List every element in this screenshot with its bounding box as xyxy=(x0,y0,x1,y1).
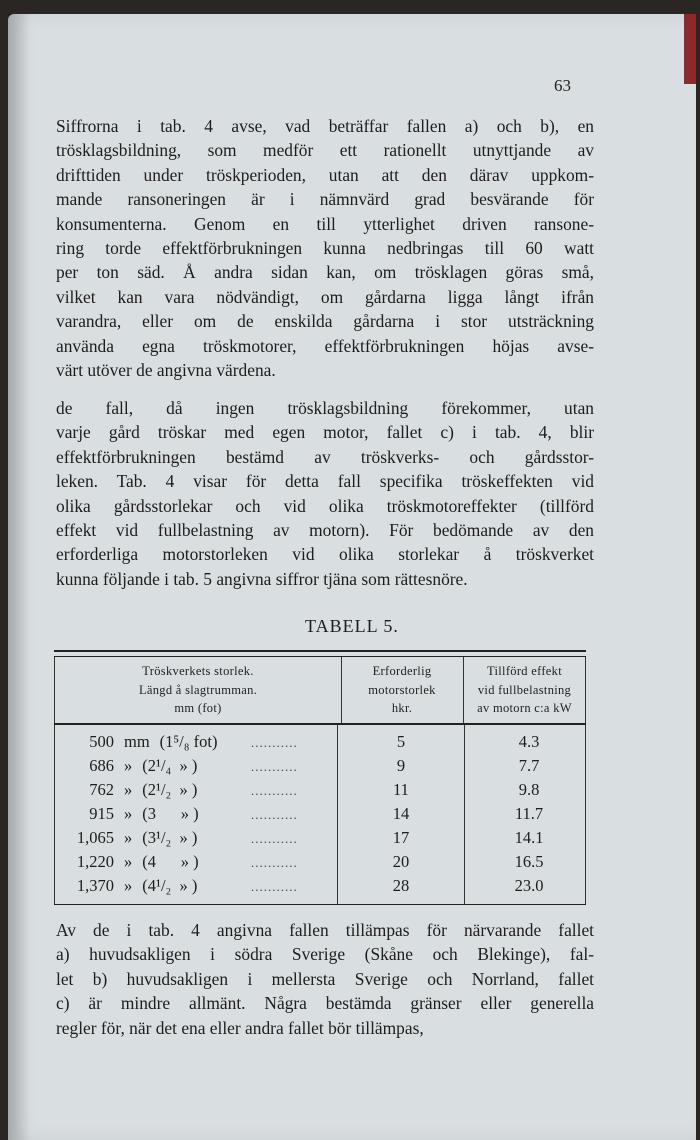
table-rule-header xyxy=(54,723,586,725)
binding-shadow xyxy=(8,14,30,1140)
header-motor-line: motorstorlek xyxy=(368,682,436,697)
leader-dots: ........... xyxy=(251,783,298,798)
text-line: erforderliga motorstorleken vid olika storlekar å tröskverket xyxy=(56,544,594,565)
effect-kw: 16.5 xyxy=(514,852,544,871)
text-line: let b) huvudsakligen i mellersta Sverige och Norrland, fallet xyxy=(56,968,594,989)
leader-dots: ........... xyxy=(251,879,298,894)
text-line: använda egna tröskmotorer, effektförbrukningen höjas avse- xyxy=(56,335,594,356)
header-motor-line: Erforderlig xyxy=(372,664,432,678)
motor-hp: 9 xyxy=(396,756,406,775)
table-row xyxy=(54,852,586,874)
text-line: de fall, då ingen trösklagsbildning förekommer, utan xyxy=(56,398,594,418)
leader-dots: ........... xyxy=(251,855,298,870)
text-line: vilket kan vara nödvändigt, om gårdarna ligga långt ifrån xyxy=(56,286,594,307)
table-row xyxy=(54,780,586,802)
unit: » xyxy=(124,828,133,847)
feet: (2¹/₂ » ) xyxy=(142,780,198,799)
size-mm: 1,220 xyxy=(76,852,114,871)
header-divider-3 xyxy=(585,657,586,723)
table-rule-bottom xyxy=(54,904,586,905)
table-row xyxy=(54,876,586,898)
feet: (3 » ) xyxy=(142,804,199,823)
text-line: trösklagsbildning, som medför ett rationellt utnyttjande av xyxy=(56,140,594,161)
motor-hp: 11 xyxy=(393,780,409,799)
motor-hp: 28 xyxy=(392,876,410,895)
header-effect xyxy=(464,662,585,718)
text-line: drifttiden under tröskperioden, utan att den därav uppkom- xyxy=(56,164,594,185)
feet: (3¹/₂ » ) xyxy=(142,828,198,847)
leader-dots: ........... xyxy=(251,735,298,750)
paragraph-3 xyxy=(56,918,594,1040)
header-motor xyxy=(342,662,462,718)
cover-edge xyxy=(684,14,696,84)
leader-dots: ........... xyxy=(251,807,298,822)
feet: (2¹/₄ » ) xyxy=(142,756,198,775)
header-size-line: mm (fot) xyxy=(174,701,222,715)
leader-dots: ........... xyxy=(251,831,298,846)
table-row xyxy=(54,804,586,826)
unit: » xyxy=(124,780,133,799)
text-line: Siffrorna i tab. 4 avse, vad beträffar fallen a) och b), en xyxy=(56,116,594,136)
size-mm: 1,065 xyxy=(76,828,114,847)
effect-kw: 9.8 xyxy=(518,780,540,799)
effect-kw: 4.3 xyxy=(518,732,540,751)
feet: (1⁵/₈ fot) xyxy=(159,732,218,751)
unit: mm xyxy=(124,732,150,751)
text-line: kunna följande i tab. 5 angivna siffror tjäna som rättesnöre. xyxy=(56,568,468,589)
table-row xyxy=(54,732,586,754)
book-page xyxy=(8,14,696,1140)
leader-dots: ........... xyxy=(251,759,298,774)
table-rule-top xyxy=(54,650,586,652)
table-title: TABELL 5. xyxy=(305,616,399,636)
effect-kw: 7.7 xyxy=(518,756,540,775)
motor-hp: 14 xyxy=(392,804,410,823)
header-size-line: Tröskverkets storlek. xyxy=(142,664,254,678)
text-line: varje gård tröskar med egen motor, fallet c) i tab. 4, blir xyxy=(56,422,594,443)
motor-hp: 17 xyxy=(392,828,410,847)
paragraph-1 xyxy=(56,114,594,382)
size-mm: 500 xyxy=(89,732,114,751)
text-line: c) är mindre allmänt. Några bestämda gränser eller generella xyxy=(56,993,594,1014)
text-line: per ton säd. Å andra sidan kan, om trösklagen göras små, xyxy=(56,262,594,283)
header-effect-line: Tillförd effekt xyxy=(487,664,562,678)
header-motor-line: hkr. xyxy=(391,701,413,715)
text-line: konsumenterna. Genom en till ytterlighet driven ransone- xyxy=(56,213,594,234)
text-line: a) huvudsakligen i södra Sverige (Skåne och Blekinge), fal- xyxy=(56,944,594,965)
unit: » xyxy=(124,876,133,895)
text-line: Av de i tab. 4 angivna fallen tillämpas för närvarande fallet xyxy=(56,920,594,940)
header-effect-line: vid fullbelastning xyxy=(477,682,572,697)
page-number: 63 xyxy=(554,76,571,95)
text-line: olika gårdsstorlekar och vid olika tröskmotoreffekter (tillförd xyxy=(56,495,594,516)
unit: » xyxy=(124,804,133,823)
unit: » xyxy=(124,756,133,775)
table-rule-top-thin xyxy=(54,656,586,657)
text-line: värt utöver de angivna värdena. xyxy=(56,360,276,381)
text-line: leken. Tab. 4 visar för detta fall specifika tröskeffekten vid xyxy=(56,471,594,492)
size-mm: 762 xyxy=(89,780,114,799)
header-effect-line: av motorn c:a kW xyxy=(477,701,572,715)
text-line: ring torde effektförbrukningen kunna nedbringas till 60 watt xyxy=(56,238,594,259)
header-size-line: Längd å slagtrumman. xyxy=(138,682,258,697)
text-line: regler för, när det ena eller andra fallet bör tillämpas, xyxy=(56,1017,424,1038)
effect-kw: 23.0 xyxy=(514,876,544,895)
size-mm: 1,370 xyxy=(76,876,114,895)
unit: » xyxy=(124,852,133,871)
text-line: varandra, eller om de enskilda gårdarna i stor utsträckning xyxy=(56,311,594,332)
table-row xyxy=(54,756,586,778)
size-mm: 915 xyxy=(89,804,114,823)
motor-hp: 5 xyxy=(396,732,406,751)
motor-hp: 20 xyxy=(392,852,410,871)
header-size xyxy=(58,662,338,718)
feet: (4¹/₂ » ) xyxy=(142,876,198,895)
feet: (4 » ) xyxy=(142,852,199,871)
size-mm: 686 xyxy=(89,756,114,775)
text-line: effekt vid fullbelastning av motorn). För bedömande av den xyxy=(56,520,594,541)
table-row xyxy=(54,828,586,850)
effect-kw: 14.1 xyxy=(514,828,544,847)
text-line: effektförbrukningen bestämd av tröskverks- och gårdsstor- xyxy=(56,446,594,467)
text-line: mande ransoneringen är i nämnvärd grad besvärande för xyxy=(56,189,594,210)
effect-kw: 11.7 xyxy=(514,804,544,823)
paragraph-2 xyxy=(56,396,594,591)
